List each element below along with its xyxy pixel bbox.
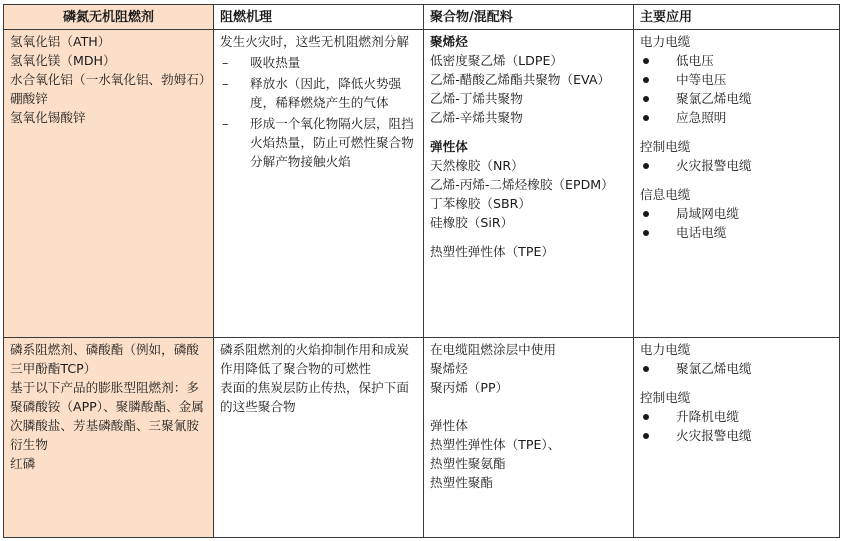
application-list	[640, 204, 833, 242]
retardant-cell	[4, 338, 214, 538]
list-item: – 形成一个氧化物隔火层，阻挡火焰热量，防止可燃性聚合物分解产物接触火焰	[222, 116, 414, 169]
retardant-item: 水合氧化铝（一水氧化铝、勃姆石）	[10, 72, 212, 87]
bullet-icon	[643, 115, 649, 121]
list-item: 火灾报警电缆	[640, 426, 833, 445]
header-polymer: 聚合物/混配料	[424, 5, 634, 30]
header-retardant: 磷氮无机阻燃剂	[4, 5, 214, 30]
polymer-item: 低密度聚乙烯（LDPE）	[430, 53, 564, 68]
bullet-icon	[643, 211, 649, 217]
retardant-cell	[4, 30, 214, 338]
retardant-item: 氢氧化铝（ATH）	[10, 34, 111, 49]
list-item: 火灾报警电缆	[640, 156, 833, 175]
polymer-item: 乙烯-醋酸乙烯酯共聚物（EVA）	[430, 72, 611, 87]
application-group-title: 电力电缆	[640, 342, 691, 357]
header-row	[4, 5, 840, 30]
list-item: 升降机电缆	[640, 407, 833, 426]
polymer-item: 聚丙烯（PP）	[430, 380, 509, 395]
mechanism-cell	[214, 30, 424, 338]
table-row	[4, 30, 840, 338]
mechanism-list	[220, 53, 417, 171]
polymer-item: 乙烯-丁烯共聚物	[430, 91, 523, 106]
polymer-cell	[424, 338, 634, 538]
polymer-item: 热塑性弹性体（TPE）、	[430, 437, 561, 452]
polymer-item: 热塑性聚酯	[430, 475, 493, 490]
list-item: 局域网电缆	[640, 204, 833, 223]
retardant-item: 氢氧化锡酸锌	[10, 110, 86, 125]
mechanism-cell	[214, 338, 424, 538]
retardant-item: 基于以下产品的膨胀型阻燃剂：多聚磷酸铵（APP）、聚膦酸酯、金属次膦酸盐、芳基磷酸酯、三聚氰胺衍生物	[10, 380, 204, 452]
list-item: 电话电缆	[640, 223, 833, 242]
application-cell	[634, 338, 840, 538]
polymer-item: 在电缆阻燃涂层中使用	[430, 342, 556, 357]
polymer-group-title: 聚烯烃	[430, 34, 468, 49]
bullet-icon	[643, 433, 649, 439]
polymer-item: 乙烯-丙烯-二烯烃橡胶（EPDM）	[430, 177, 614, 192]
application-group-title: 电力电缆	[640, 34, 691, 49]
application-group-title: 控制电缆	[640, 390, 691, 405]
bullet-icon	[643, 163, 649, 169]
list-item: – 吸收热量	[222, 55, 301, 70]
table-row	[4, 338, 840, 538]
mechanism-text: 磷系阻燃剂的火焰抑制作用和成炭作用降低了聚合物的可燃性	[220, 342, 409, 376]
list-item: 应急照明	[640, 108, 833, 127]
retardant-item: 氢氧化镁（MDH）	[10, 53, 116, 68]
bullet-icon	[643, 366, 649, 372]
header-application: 主要应用	[634, 5, 840, 30]
application-list	[640, 156, 833, 175]
mechanism-text: 表面的焦炭层防止传热，保护下面的这些聚合物	[220, 380, 409, 414]
header-mechanism: 阻燃机理	[214, 5, 424, 30]
list-item: 聚氯乙烯电缆	[640, 359, 833, 378]
list-item: – 释放水（因此，降低火势强度，稀释燃烧产生的气体	[222, 76, 402, 110]
list-item: 中等电压	[640, 70, 833, 89]
polymer-group-title: 弹性体	[430, 139, 468, 154]
bullet-icon	[643, 414, 649, 420]
application-cell	[634, 30, 840, 338]
application-list	[640, 51, 833, 127]
polymer-item: 天然橡胶（NR）	[430, 158, 524, 173]
retardant-item: 硼酸锌	[10, 91, 48, 106]
bullet-icon	[643, 230, 649, 236]
polymer-item: 乙烯-辛烯共聚物	[430, 110, 523, 125]
application-group-title: 信息电缆	[640, 187, 691, 202]
polymer-item: 硅橡胶（SiR）	[430, 215, 514, 230]
list-item: 低电压	[640, 51, 833, 70]
application-list	[640, 359, 833, 378]
retardant-item: 红磷	[10, 456, 36, 471]
mechanism-intro: 发生火灾时，这些无机阻燃剂分解	[220, 34, 409, 49]
bullet-icon	[643, 96, 649, 102]
bullet-icon	[643, 77, 649, 83]
polymer-item: 热塑性聚氨酯	[430, 456, 506, 471]
polymer-item: 热塑性弹性体（TPE）	[430, 244, 554, 259]
polymer-cell	[424, 30, 634, 338]
polymer-item: 弹性体	[430, 418, 468, 433]
application-list	[640, 407, 833, 445]
flame-retardant-table	[3, 4, 840, 538]
polymer-item: 丁苯橡胶（SBR）	[430, 196, 531, 211]
retardant-item: 磷系阻燃剂、磷酸酯（例如，磷酸三甲酚酯TCP）	[10, 342, 199, 376]
application-group-title: 控制电缆	[640, 139, 691, 154]
polymer-item: 聚烯烃	[430, 361, 468, 376]
bullet-icon	[643, 58, 649, 64]
list-item: 聚氯乙烯电缆	[640, 89, 833, 108]
